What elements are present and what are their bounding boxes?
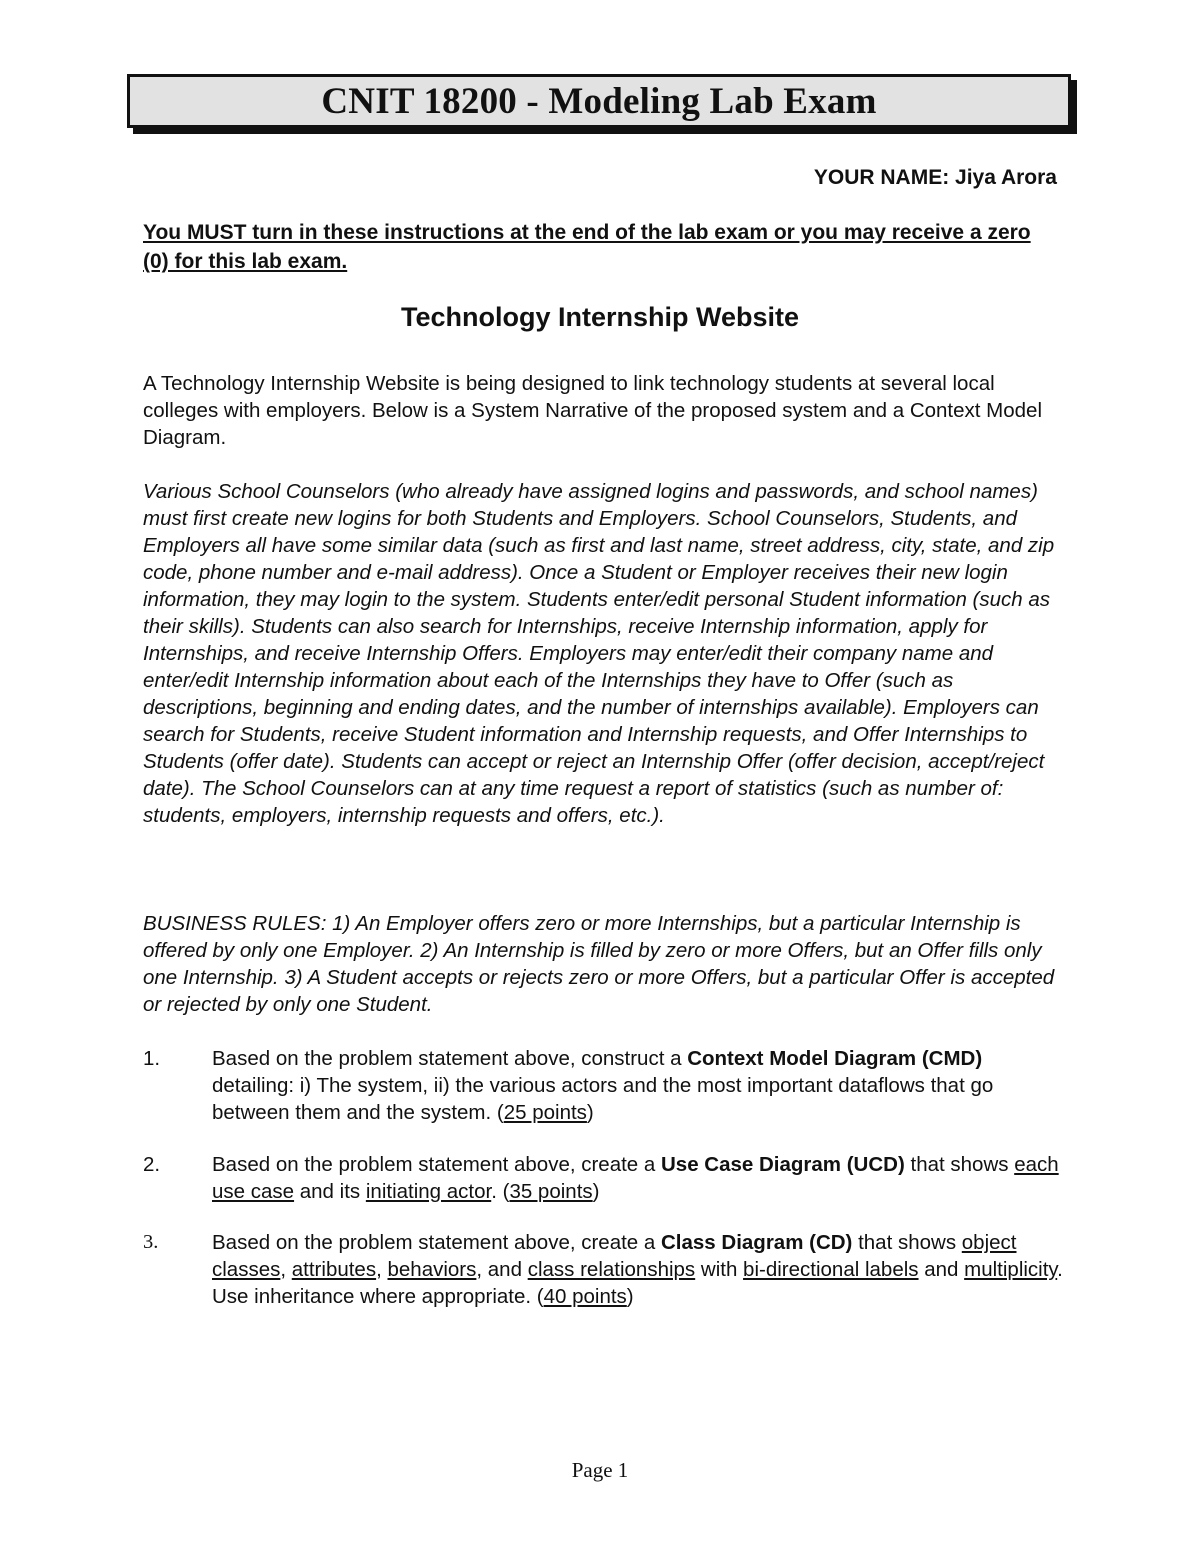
section-heading: Technology Internship Website	[400, 302, 800, 332]
system-narrative: Various School Counselors (who already have assigned logins and passwords, and school names) must first create new logins for both Students and Employers. School Counselors, Students, and Employers all have some similar data (such as first and last name, street address, city, state, and zip code, phone number and e-mail address). Once a Student or Employer receives their new login information, they may login to the system. Students enter/edit personal Student information (such as their skills). Students can also search for Internships, receive Internship information, apply for Internships, and receive Internship Offers. Employers may enter/edit their company name and enter/edit Internship information about each of the Internships they have to Offer (such as descriptions, beginning and ending dates, and the number of internships available). Employers can search for Students, receive Student information and Internship requests, and Offer Internships to Students (offer date). Students can accept or reject an Internship Offer (offer decision, accept/reject date). The School Counselors can at any time request a report of statistics (such as number of: students, employers, internship requests and offers, etc.).	[143, 480, 1055, 827]
turn-in-warning: You MUST turn in these instructions at the end of the lab exam or you may receive a zero (0) for this lab exam.	[143, 221, 1031, 273]
question-3	[143, 1229, 1063, 1310]
student-name-line: YOUR NAME: Jiya Arora	[813, 166, 1057, 189]
question-number: 1.	[143, 1047, 161, 1070]
question-text: Based on the problem statement above, create a Class Diagram (CD) that shows object classes, attributes, behaviors, and class relationships with bi-directional labels and multiplicity. Use inheritance where appropriate. (40 points)	[212, 1231, 1063, 1308]
business-rules: BUSINESS RULES: 1) An Employer offers zero or more Internships, but a particular Internship is offered by only one Employer. 2) An Internship is filled by zero or more Offers, but an Offer fills only one Internship. 3) A Student accepts or rejects zero or more Offers, but a particular Offer is accepted or rejected by only one Student.	[143, 912, 1055, 1016]
page-number: Page 1	[571, 1458, 629, 1482]
question-number: 2.	[143, 1153, 161, 1176]
intro-paragraph: A Technology Internship Website is being designed to link technology students at several local colleges with employers. Below is a System Narrative of the proposed system and a Context Model Diagram.	[143, 372, 1042, 449]
question-text: Based on the problem statement above, construct a Context Model Diagram (CMD) detailing: i) The system, ii) the various actors and the most important dataflows that go between them and the system. (25 points)	[212, 1047, 994, 1124]
question-text: Based on the problem statement above, create a Use Case Diagram (UCD) that shows each use case and its initiating actor. (35 points)	[212, 1153, 1059, 1203]
question-2	[143, 1151, 1063, 1205]
document-title: CNIT 18200 - Modeling Lab Exam	[321, 80, 877, 122]
question-number: 3.	[143, 1231, 159, 1253]
question-1	[143, 1045, 1063, 1126]
title-box	[127, 74, 1071, 128]
